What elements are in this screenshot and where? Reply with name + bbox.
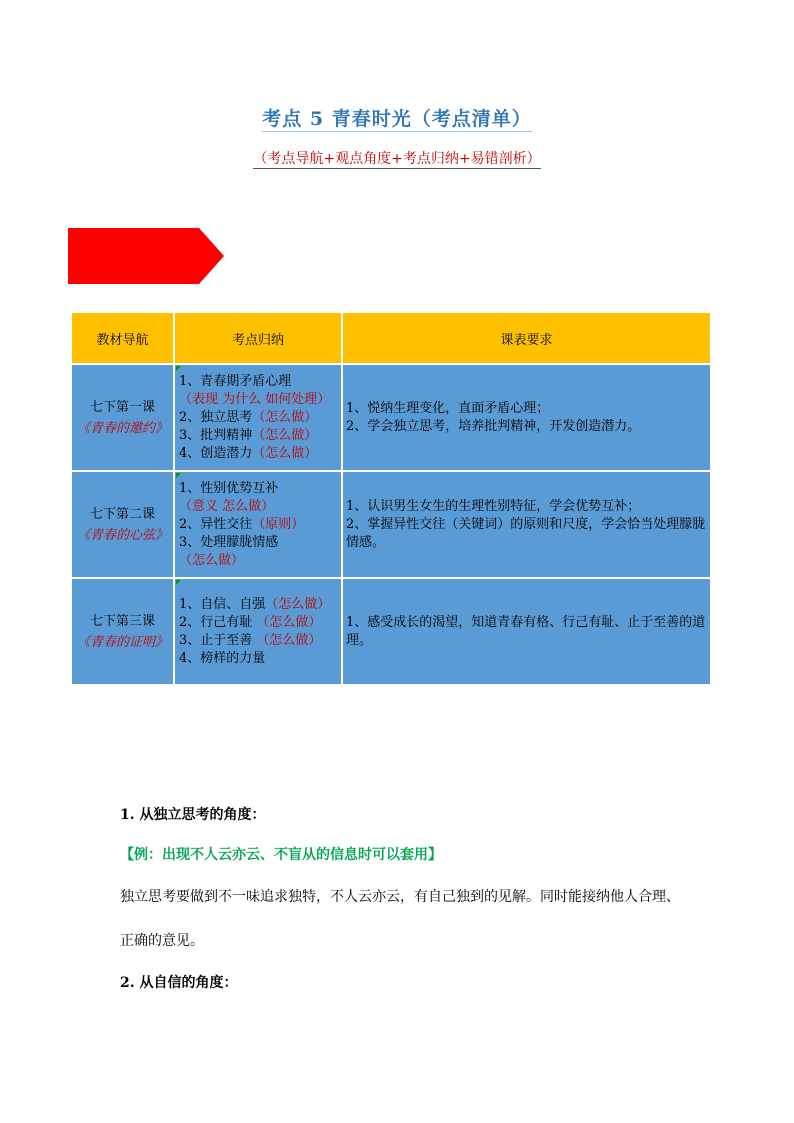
paragraph-line: 独立思考要做到不一味追求独特，不人云亦云，有自己独到的见解。同时能接纳他人合理、 [120, 889, 680, 905]
points-cell [174, 471, 342, 578]
point-item: 4、创造潜力（怎么做） [179, 445, 318, 461]
points-cell [174, 578, 342, 685]
lesson-subtitle: 《青春的邀约》 [76, 420, 168, 436]
section-heading-confidence: 2. 从自信的角度： [120, 975, 238, 991]
page-title: 考点 5 青春时光（考点清单） [262, 108, 532, 130]
point-item: 4、榜样的力量 [179, 650, 266, 666]
table-row [71, 578, 711, 685]
point-item: 2、异性交往（原则） [179, 516, 305, 532]
exam-navigation-table [70, 311, 712, 686]
requirement-item: 1、认识男生女生的生理性别特征，学会优势互补； [346, 498, 641, 514]
paragraph-line: 正确的意见。 [120, 933, 204, 949]
lesson-name: 七下第一课 [89, 399, 155, 415]
section-heading-independent-thinking: 1. 从独立思考的角度： [120, 807, 266, 823]
lesson-cell [71, 578, 174, 685]
point-item: 2、独立思考（怎么做） [179, 409, 318, 425]
requirement-item: 1、悦纳生理变化，直面矛盾心理； [346, 400, 550, 416]
lesson-cell [71, 364, 174, 471]
requirement-item: 2、学会独立思考，培养批判精神，开发创造潜力。 [346, 418, 641, 434]
lesson-name: 七下第三课 [89, 613, 155, 629]
requirements-cell [342, 471, 711, 578]
point-item: 2、行己有耻 （怎么做） [179, 614, 322, 630]
section-banner-label: 考点导航 [12, 17, 105, 42]
requirement-item: 2、掌握异性交往（关键词）的原则和尺度，学会恰当处理朦胧情感。 [346, 516, 706, 550]
point-item: （表现 为什么 如何处理） [179, 391, 331, 407]
table-header-row [71, 312, 711, 364]
requirements-cell [342, 364, 711, 471]
header-cell: 课表要求 [342, 312, 711, 364]
point-item: （意义 怎么做） [179, 498, 275, 514]
section-banner [68, 228, 224, 284]
lesson-subtitle: 《青春的证明》 [76, 634, 168, 650]
point-item: 3、批判精神（怎么做） [179, 427, 318, 443]
requirements-cell [342, 578, 711, 685]
point-item: 3、止于至善 （怎么做） [179, 632, 322, 648]
page-subtitle: （考点导航+观点角度+考点归纳+易错剖析） [253, 151, 541, 167]
table-row [71, 364, 711, 471]
header-cell: 教材导航 [71, 312, 174, 364]
usage-note: 【例：出现不人云亦云、不盲从的信息时可以套用】 [120, 847, 442, 863]
point-item: 3、处理朦胧情感（怎么做） [179, 534, 279, 568]
point-item: 1、青春期矛盾心理 [179, 373, 292, 389]
point-item: 1、自信、自强（怎么做） [179, 596, 331, 612]
requirement-item: 1、感受成长的渴望，知道青春有格、行己有耻、止于至善的道理。 [346, 614, 706, 648]
points-cell [174, 364, 342, 471]
lesson-name: 七下第二课 [89, 506, 155, 522]
header-cell: 考点归纳 [174, 312, 342, 364]
lesson-subtitle: 《青春的心弦》 [76, 527, 168, 543]
point-item: 1、性别优势互补 [179, 480, 279, 496]
lesson-cell [71, 471, 174, 578]
table-row [71, 471, 711, 578]
